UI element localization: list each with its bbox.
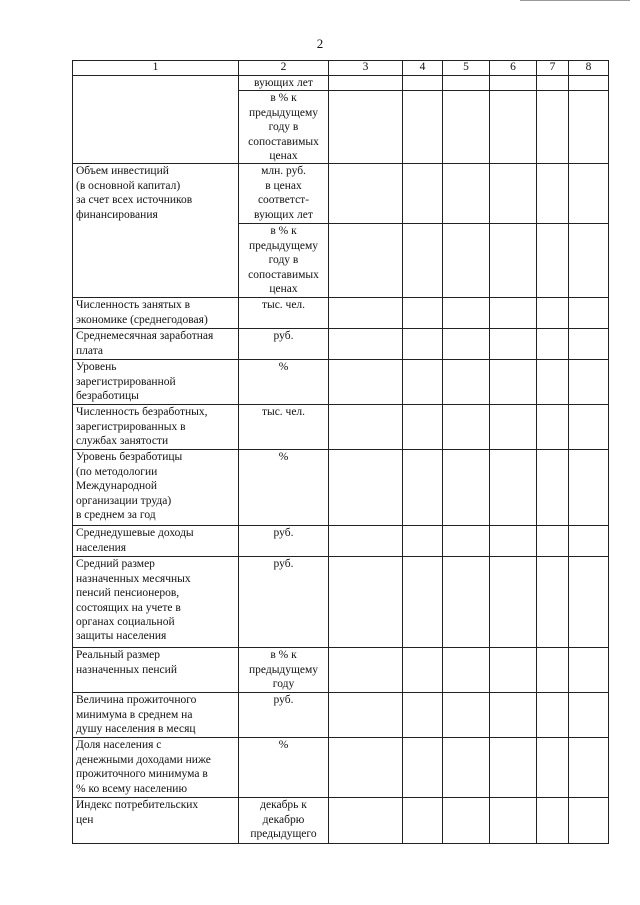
value-cell — [537, 76, 569, 91]
unit-cell — [239, 360, 329, 405]
scan-edge-mark — [520, 0, 630, 3]
indicator-name-cell — [73, 298, 239, 329]
table-row — [73, 450, 609, 526]
value-cell — [443, 91, 490, 164]
unit-cell — [239, 693, 329, 738]
value-cell — [537, 298, 569, 329]
column-header: 3 — [329, 61, 403, 76]
value-cell — [443, 329, 490, 360]
value-cell — [490, 224, 537, 298]
indicator-name-cell — [73, 526, 239, 557]
unit-cell-text: % — [278, 739, 289, 752]
indicator-name-cell — [73, 164, 239, 298]
value-cell — [569, 360, 609, 405]
column-header: 1 — [73, 61, 239, 76]
value-cell — [490, 738, 537, 798]
value-cell — [490, 693, 537, 738]
value-cell — [490, 360, 537, 405]
value-cell — [537, 648, 569, 693]
column-header: 6 — [490, 61, 537, 76]
value-cell — [569, 298, 609, 329]
value-cell — [403, 526, 443, 557]
value-cell — [329, 526, 403, 557]
table-row — [73, 164, 609, 224]
value-cell — [569, 450, 609, 526]
value-cell — [569, 526, 609, 557]
value-cell — [490, 648, 537, 693]
value-cell — [443, 798, 490, 844]
value-cell — [490, 798, 537, 844]
unit-cell — [239, 648, 329, 693]
value-cell — [490, 526, 537, 557]
indicator-name-cell-text: Средний размер назначенных месячных пенсий пенсионеров, состоящих на учете в органах социальной защиты населения — [76, 558, 191, 643]
value-cell — [569, 76, 609, 91]
unit-cell — [239, 557, 329, 648]
indicator-name-cell — [73, 557, 239, 648]
value-cell — [329, 76, 403, 91]
unit-cell-text: в % к предыдущему году в сопоставимых ценах — [248, 225, 319, 296]
value-cell — [490, 91, 537, 164]
indicator-name-cell-text: Уровень зарегистрированной безработицы — [76, 361, 176, 403]
indicators-table — [72, 60, 609, 844]
column-number-row — [73, 61, 609, 76]
value-cell — [403, 798, 443, 844]
indicator-name-cell-text: Доля населения с денежными доходами ниже прожиточного минимума в % ко всему населению — [76, 739, 211, 795]
value-cell — [569, 164, 609, 224]
value-cell — [569, 693, 609, 738]
value-cell — [403, 164, 443, 224]
indicator-name-cell — [73, 405, 239, 450]
column-header: 2 — [239, 61, 329, 76]
unit-cell — [239, 91, 329, 164]
column-header: 7 — [537, 61, 569, 76]
value-cell — [329, 91, 403, 164]
unit-cell-text: в % к предыдущему году — [248, 649, 319, 691]
value-cell — [537, 164, 569, 224]
table-row — [73, 329, 609, 360]
value-cell — [403, 91, 443, 164]
table-row — [73, 798, 609, 844]
value-cell — [329, 557, 403, 648]
unit-cell-text: % — [278, 451, 289, 464]
indicator-name-cell — [73, 648, 239, 693]
value-cell — [490, 76, 537, 91]
table-row — [73, 298, 609, 329]
value-cell — [537, 738, 569, 798]
value-cell — [537, 526, 569, 557]
value-cell — [403, 648, 443, 693]
value-cell — [443, 224, 490, 298]
value-cell — [443, 648, 490, 693]
value-cell — [569, 798, 609, 844]
value-cell — [329, 738, 403, 798]
indicator-name-cell — [73, 76, 239, 164]
value-cell — [537, 224, 569, 298]
value-cell — [443, 557, 490, 648]
indicator-name-cell-text: Объем инвестиций (в основной капитал) за счет всех источников финансирования — [76, 165, 193, 221]
value-cell — [329, 298, 403, 329]
unit-cell-text: руб. — [273, 694, 294, 707]
value-cell — [403, 76, 443, 91]
unit-cell-text: тыс. чел. — [261, 299, 306, 312]
value-cell — [537, 360, 569, 405]
value-cell — [537, 450, 569, 526]
table-row — [73, 648, 609, 693]
value-cell — [490, 298, 537, 329]
indicator-name-cell-text: Численность безработных, зарегистрированных в службах занятости — [76, 406, 208, 448]
value-cell — [443, 693, 490, 738]
value-cell — [569, 91, 609, 164]
unit-cell — [239, 329, 329, 360]
value-cell — [329, 648, 403, 693]
value-cell — [403, 738, 443, 798]
unit-cell — [239, 164, 329, 224]
value-cell — [569, 557, 609, 648]
value-cell — [490, 405, 537, 450]
indicator-name-cell-text: Численность занятых в экономике (среднегодовая) — [76, 299, 208, 326]
value-cell — [537, 405, 569, 450]
unit-cell-text: млн. руб. в ценах соответст- вующих лет — [254, 165, 313, 221]
indicator-name-cell-text: Индекс потребительских цен — [76, 799, 199, 826]
value-cell — [490, 557, 537, 648]
unit-cell — [239, 224, 329, 298]
indicator-name-cell-text: Среднемесячная заработная плата — [76, 330, 214, 357]
value-cell — [443, 450, 490, 526]
value-cell — [403, 360, 443, 405]
indicator-name-cell-text: Уровень безработицы (по методологии Международной организации труда) в среднем за год — [76, 451, 183, 522]
value-cell — [329, 329, 403, 360]
unit-cell-text: тыс. чел. — [261, 406, 306, 419]
value-cell — [403, 450, 443, 526]
value-cell — [329, 405, 403, 450]
unit-cell — [239, 526, 329, 557]
value-cell — [537, 557, 569, 648]
table-row — [73, 405, 609, 450]
value-cell — [443, 298, 490, 329]
indicator-name-cell-text: Среднедушевые доходы населения — [76, 527, 194, 554]
indicator-name-cell — [73, 693, 239, 738]
value-cell — [403, 405, 443, 450]
value-cell — [569, 329, 609, 360]
table-row — [73, 557, 609, 648]
unit-cell-text: руб. — [273, 527, 294, 540]
value-cell — [403, 298, 443, 329]
indicator-name-cell — [73, 738, 239, 798]
value-cell — [443, 738, 490, 798]
value-cell — [569, 648, 609, 693]
unit-cell-text: руб. — [273, 330, 294, 343]
indicator-name-cell — [73, 360, 239, 405]
value-cell — [537, 693, 569, 738]
unit-cell-text: в % к предыдущему году в сопоставимых ценах — [248, 92, 319, 163]
value-cell — [443, 405, 490, 450]
value-cell — [403, 329, 443, 360]
value-cell — [403, 557, 443, 648]
unit-cell — [239, 405, 329, 450]
value-cell — [403, 224, 443, 298]
value-cell — [403, 693, 443, 738]
value-cell — [490, 450, 537, 526]
value-cell — [537, 91, 569, 164]
table-row — [73, 738, 609, 798]
value-cell — [329, 450, 403, 526]
value-cell — [537, 798, 569, 844]
value-cell — [329, 693, 403, 738]
value-cell — [443, 526, 490, 557]
indicator-name-cell — [73, 798, 239, 844]
value-cell — [443, 164, 490, 224]
indicator-name-cell — [73, 329, 239, 360]
value-cell — [490, 329, 537, 360]
indicator-name-cell-text: Реальный размер назначенных пенсий — [76, 649, 177, 676]
value-cell — [490, 164, 537, 224]
indicator-name-cell — [73, 450, 239, 526]
value-cell — [569, 738, 609, 798]
unit-cell — [239, 76, 329, 91]
column-header: 5 — [443, 61, 490, 76]
table-row — [73, 526, 609, 557]
table-row — [73, 360, 609, 405]
value-cell — [569, 405, 609, 450]
table-row — [73, 693, 609, 738]
unit-cell — [239, 450, 329, 526]
table-body — [73, 76, 609, 844]
column-header: 8 — [569, 61, 609, 76]
value-cell — [443, 360, 490, 405]
unit-cell-text: вующих лет — [254, 77, 313, 89]
value-cell — [443, 76, 490, 91]
unit-cell — [239, 298, 329, 329]
column-header: 4 — [403, 61, 443, 76]
unit-cell-text: декабрь к декабрю предыдущего — [250, 799, 317, 841]
page-number: 2 — [316, 36, 324, 51]
table-row — [73, 76, 609, 91]
value-cell — [537, 329, 569, 360]
unit-cell — [239, 798, 329, 844]
unit-cell — [239, 738, 329, 798]
value-cell — [329, 164, 403, 224]
indicator-name-cell-text: Величина прожиточного минимума в среднем на душу населения в месяц — [76, 694, 197, 736]
unit-cell-text: % — [278, 361, 289, 374]
value-cell — [569, 224, 609, 298]
value-cell — [329, 798, 403, 844]
value-cell — [329, 224, 403, 298]
unit-cell-text: руб. — [273, 558, 294, 571]
value-cell — [329, 360, 403, 405]
